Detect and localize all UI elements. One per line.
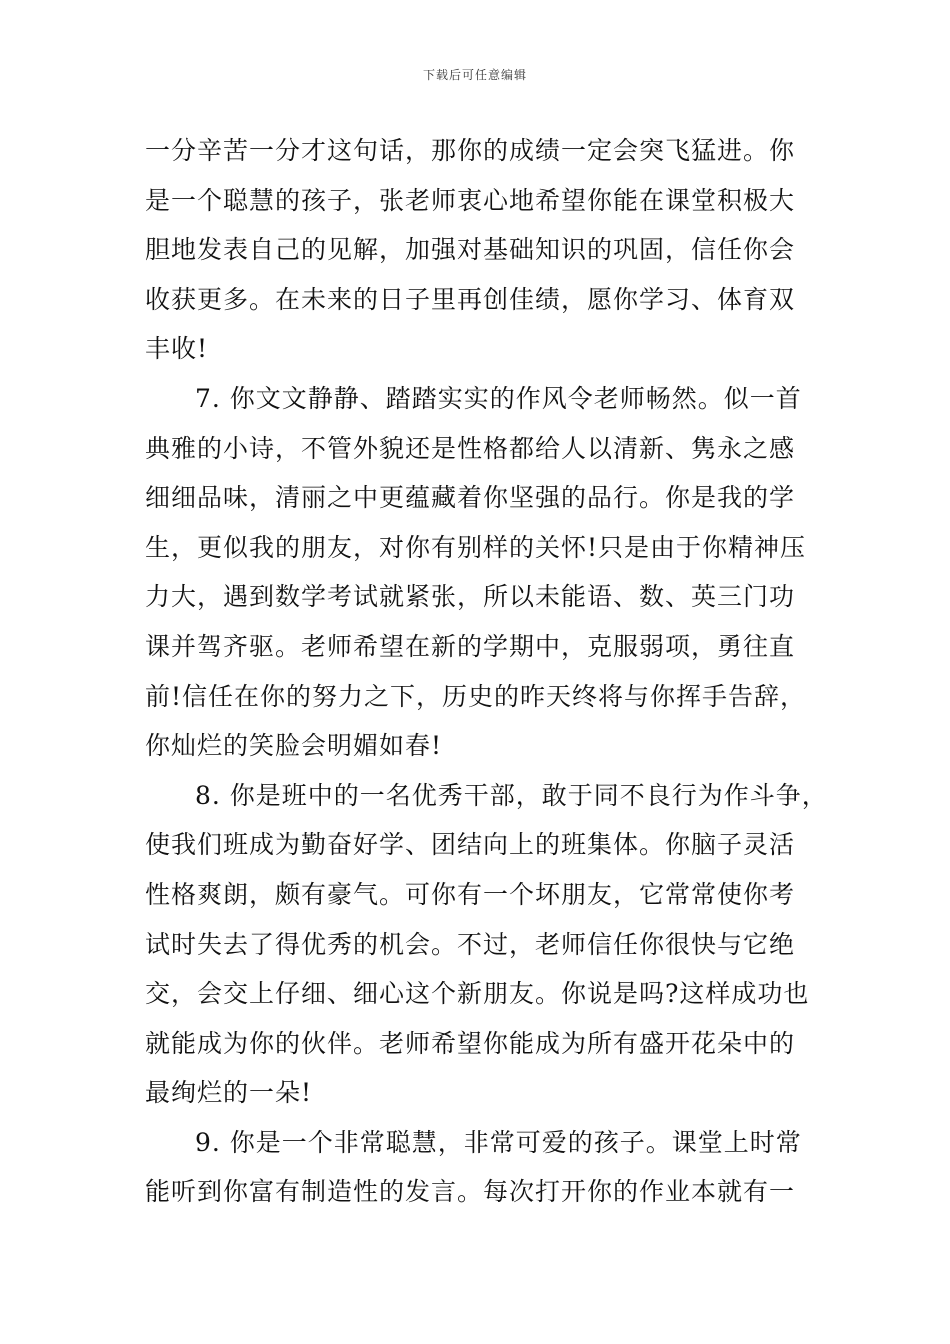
text-line: 你灿烂的笑脸会明媚如春!	[145, 731, 443, 761]
text-line: 收获更多。在未来的日子里再创佳绩，愿你学习、体育双	[145, 284, 796, 314]
text-line: 丰收!	[145, 334, 209, 364]
text-line: 最绚烂的一朵!	[145, 1078, 313, 1108]
text-line: 一分辛苦一分才这句话，那你的成绩一定会突飞猛进。你	[145, 136, 796, 165]
paragraph-first-line: 7. 你文文静静、踏踏实实的作风令老师畅然。似一首	[195, 383, 802, 413]
text-line: 就能成为你的伙伴。老师希望你能成为所有盛开花朵中的	[145, 1028, 796, 1058]
paragraph-first-line: 8. 你是班中的一名优秀干部，敢于同不良行为作斗争，	[195, 780, 828, 810]
text-line: 生，更似我的朋友，对你有别样的关怀!只是由于你精神压	[145, 532, 807, 562]
text-line: 典雅的小诗，不管外貌还是性格都给人以清新、隽永之感	[145, 433, 796, 463]
text-line: 能听到你富有制造性的发言。每次打开你的作业本就有一	[145, 1177, 796, 1207]
text-line: 性格爽朗，颇有豪气。可你有一个坏朋友，它常常使你考	[145, 879, 796, 909]
text-line: 细细品味，清丽之中更蕴藏着你坚强的品行。你是我的学	[145, 483, 796, 513]
paragraph-first-line: 9. 你是一个非常聪慧，非常可爱的孩子。课堂上时常	[195, 1127, 802, 1157]
text-line: 是一个聪慧的孩子，张老师衷心地希望你能在课堂积极大	[145, 185, 796, 215]
text-line: 交，会交上仔细、细心这个新朋友。你说是吗?这样成功也	[145, 979, 810, 1009]
text-line: 前!信任在你的努力之下，历史的昨天终将与你挥手告辞，	[145, 681, 807, 711]
page-header: 下载后可任意编辑	[422, 68, 527, 82]
text-line: 胆地发表自己的见解，加强对基础知识的巩固，信任你会	[145, 235, 796, 265]
body-text	[145, 126, 828, 1217]
text-line: 试时失去了得优秀的机会。不过，老师信任你很快与它绝	[145, 929, 796, 959]
text-line: 力大，遇到数学考试就紧张，所以未能语、数、英三门功	[145, 582, 796, 612]
text-line: 课并驾齐驱。老师希望在新的学期中，克服弱项，勇往直	[145, 631, 796, 661]
text-line: 使我们班成为勤奋好学、团结向上的班集体。你脑子灵活	[145, 830, 796, 860]
